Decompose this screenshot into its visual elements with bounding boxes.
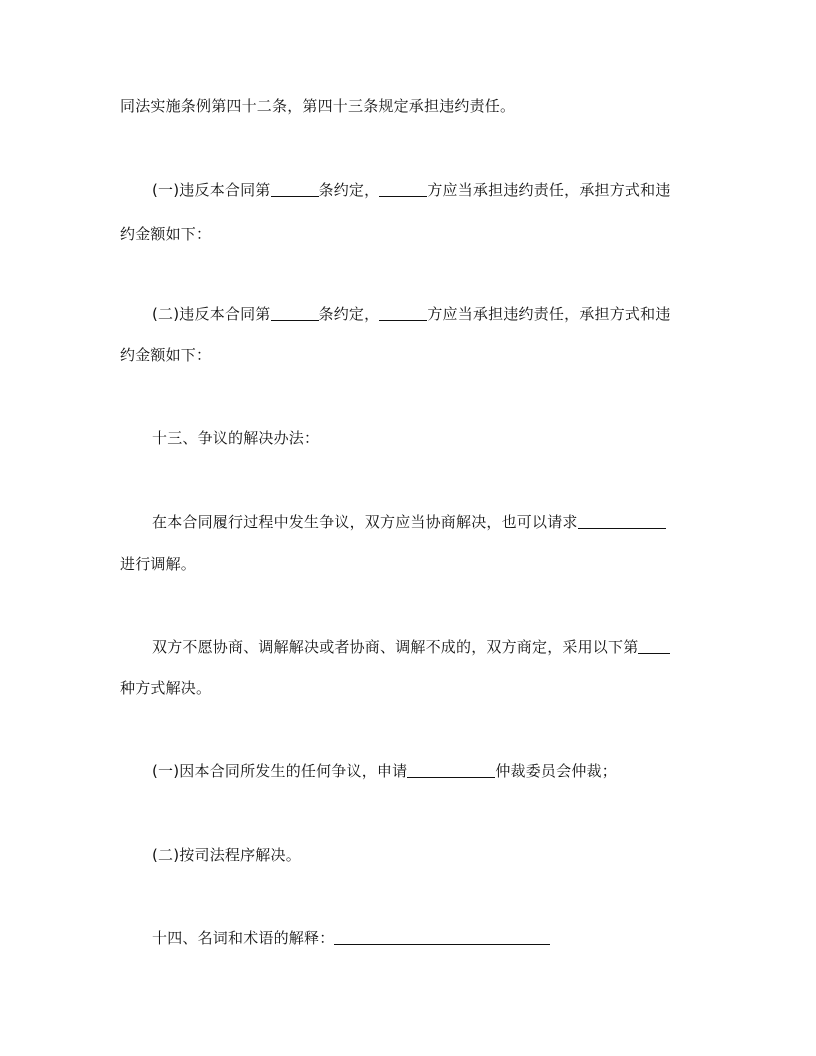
paragraph-line <box>152 928 550 948</box>
paragraph-line <box>152 428 319 448</box>
text-segment: 仲裁委员会仲裁； <box>495 762 617 780</box>
text-segment: 约金额如下： <box>120 346 212 364</box>
paragraph-line <box>152 845 301 865</box>
fill-in-blank <box>578 512 666 529</box>
text-segment: 条约定， <box>318 181 380 199</box>
fill-in-blank <box>638 637 670 654</box>
text-segment: 条约定， <box>318 305 380 323</box>
fill-in-blank <box>271 304 319 321</box>
paragraph-line <box>152 761 617 781</box>
text-segment: 十四、名词和术语的解释： <box>152 929 335 947</box>
fill-in-blank <box>334 928 550 945</box>
paragraph-line <box>120 678 211 698</box>
text-segment: 进行调解。 <box>120 555 197 573</box>
fill-in-blank <box>379 180 427 197</box>
paragraph-line <box>152 304 671 324</box>
text-segment: 方应当承担违约责任，承担方式和违 <box>427 181 671 199</box>
text-segment: 方应当承担违约责任，承担方式和违 <box>427 305 671 323</box>
paragraph-line <box>152 637 670 657</box>
text-segment: (二)违反本合同第 <box>152 305 271 323</box>
text-segment: 同法实施条例第四十二条，第四十三条规定承担违约责任。 <box>120 97 516 115</box>
paragraph-line <box>120 345 211 365</box>
paragraph-line <box>152 180 671 200</box>
text-segment: (一)因本合同所发生的任何争议，申请 <box>152 762 408 780</box>
fill-in-blank <box>407 761 495 778</box>
fill-in-blank <box>379 304 427 321</box>
paragraph-line <box>120 224 211 244</box>
text-segment: (二)按司法程序解决。 <box>152 846 301 864</box>
text-segment: 双方不愿协商、调解解决或者协商、调解不成的，双方商定，采用以下第 <box>152 638 639 656</box>
paragraph-line <box>152 512 666 532</box>
text-segment: 种方式解决。 <box>120 679 212 697</box>
fill-in-blank <box>271 180 319 197</box>
paragraph-line <box>120 554 196 574</box>
text-segment: (一)违反本合同第 <box>152 181 271 199</box>
text-segment: 十三、争议的解决办法： <box>152 429 320 447</box>
text-segment: 约金额如下： <box>120 225 212 243</box>
text-segment: 在本合同履行过程中发生争议，双方应当协商解决，也可以请求 <box>152 513 578 531</box>
paragraph-line <box>120 96 515 116</box>
